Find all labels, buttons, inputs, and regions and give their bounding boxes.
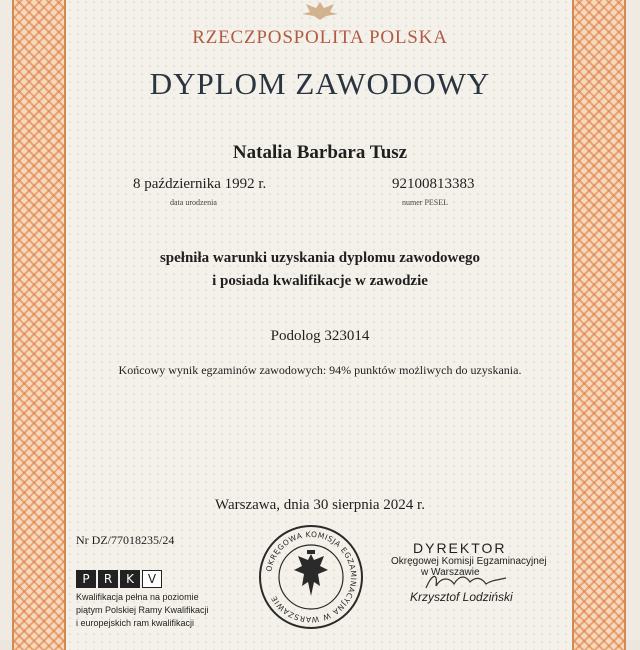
place-and-date: Warszawa, dnia 30 sierpnia 2024 r. bbox=[215, 497, 425, 513]
document-number: Nr DZ/77018235/24 bbox=[76, 533, 175, 547]
prk-text-line: Kwalifikacja pełna na poziomie bbox=[76, 592, 199, 602]
country-name: RZECZPOSPOLITA POLSKA bbox=[192, 27, 448, 48]
director-name: Krzysztof Lodziński bbox=[410, 590, 513, 604]
director-title: DYREKTOR bbox=[413, 540, 507, 556]
official-seal-stamp bbox=[258, 524, 364, 630]
director-organization: Okręgowej Komisji Egzaminacyjnej bbox=[391, 556, 547, 567]
statement-line-1: spełniła warunki uzyskania dyplomu zawodowego bbox=[159, 250, 481, 266]
birth-date-caption: data urodzenia bbox=[170, 198, 217, 207]
page-title: DYPLOM ZAWODOWY bbox=[149, 66, 491, 101]
prk-text-line: i europejskich ram kwalifikacji bbox=[76, 618, 195, 628]
statement-line-2: i posiada kwalifikacje w zawodzie bbox=[212, 273, 428, 289]
prk-text-line: piątym Polskiej Ramy Kwalifikacji bbox=[76, 605, 209, 615]
eagle-icon bbox=[294, 550, 328, 596]
pesel-caption: numer PESEL bbox=[402, 198, 448, 207]
pesel-number: 92100813383 bbox=[392, 176, 475, 192]
director-city: w Warszawie bbox=[421, 567, 480, 578]
profession: Podolog 323014 bbox=[270, 328, 370, 344]
prk-letter: P bbox=[76, 570, 96, 588]
holder-name: Natalia Barbara Tusz bbox=[232, 142, 408, 163]
prk-letter: K bbox=[120, 570, 140, 588]
eagle-emblem-icon bbox=[296, 0, 344, 20]
seal-ring-text: OKRĘGOWA KOMISJA EGZAMINACYJNA W WARSZAWIE bbox=[264, 529, 359, 625]
prk-logo bbox=[76, 570, 164, 588]
birth-date: 8 października 1992 r. bbox=[133, 176, 267, 192]
prk-letter: R bbox=[98, 570, 118, 588]
prk-level-letter: V bbox=[142, 570, 162, 588]
exam-result: Końcowy wynik egzaminów zawodowych: 94% punktów możliwych do uzyskania. bbox=[118, 363, 522, 377]
